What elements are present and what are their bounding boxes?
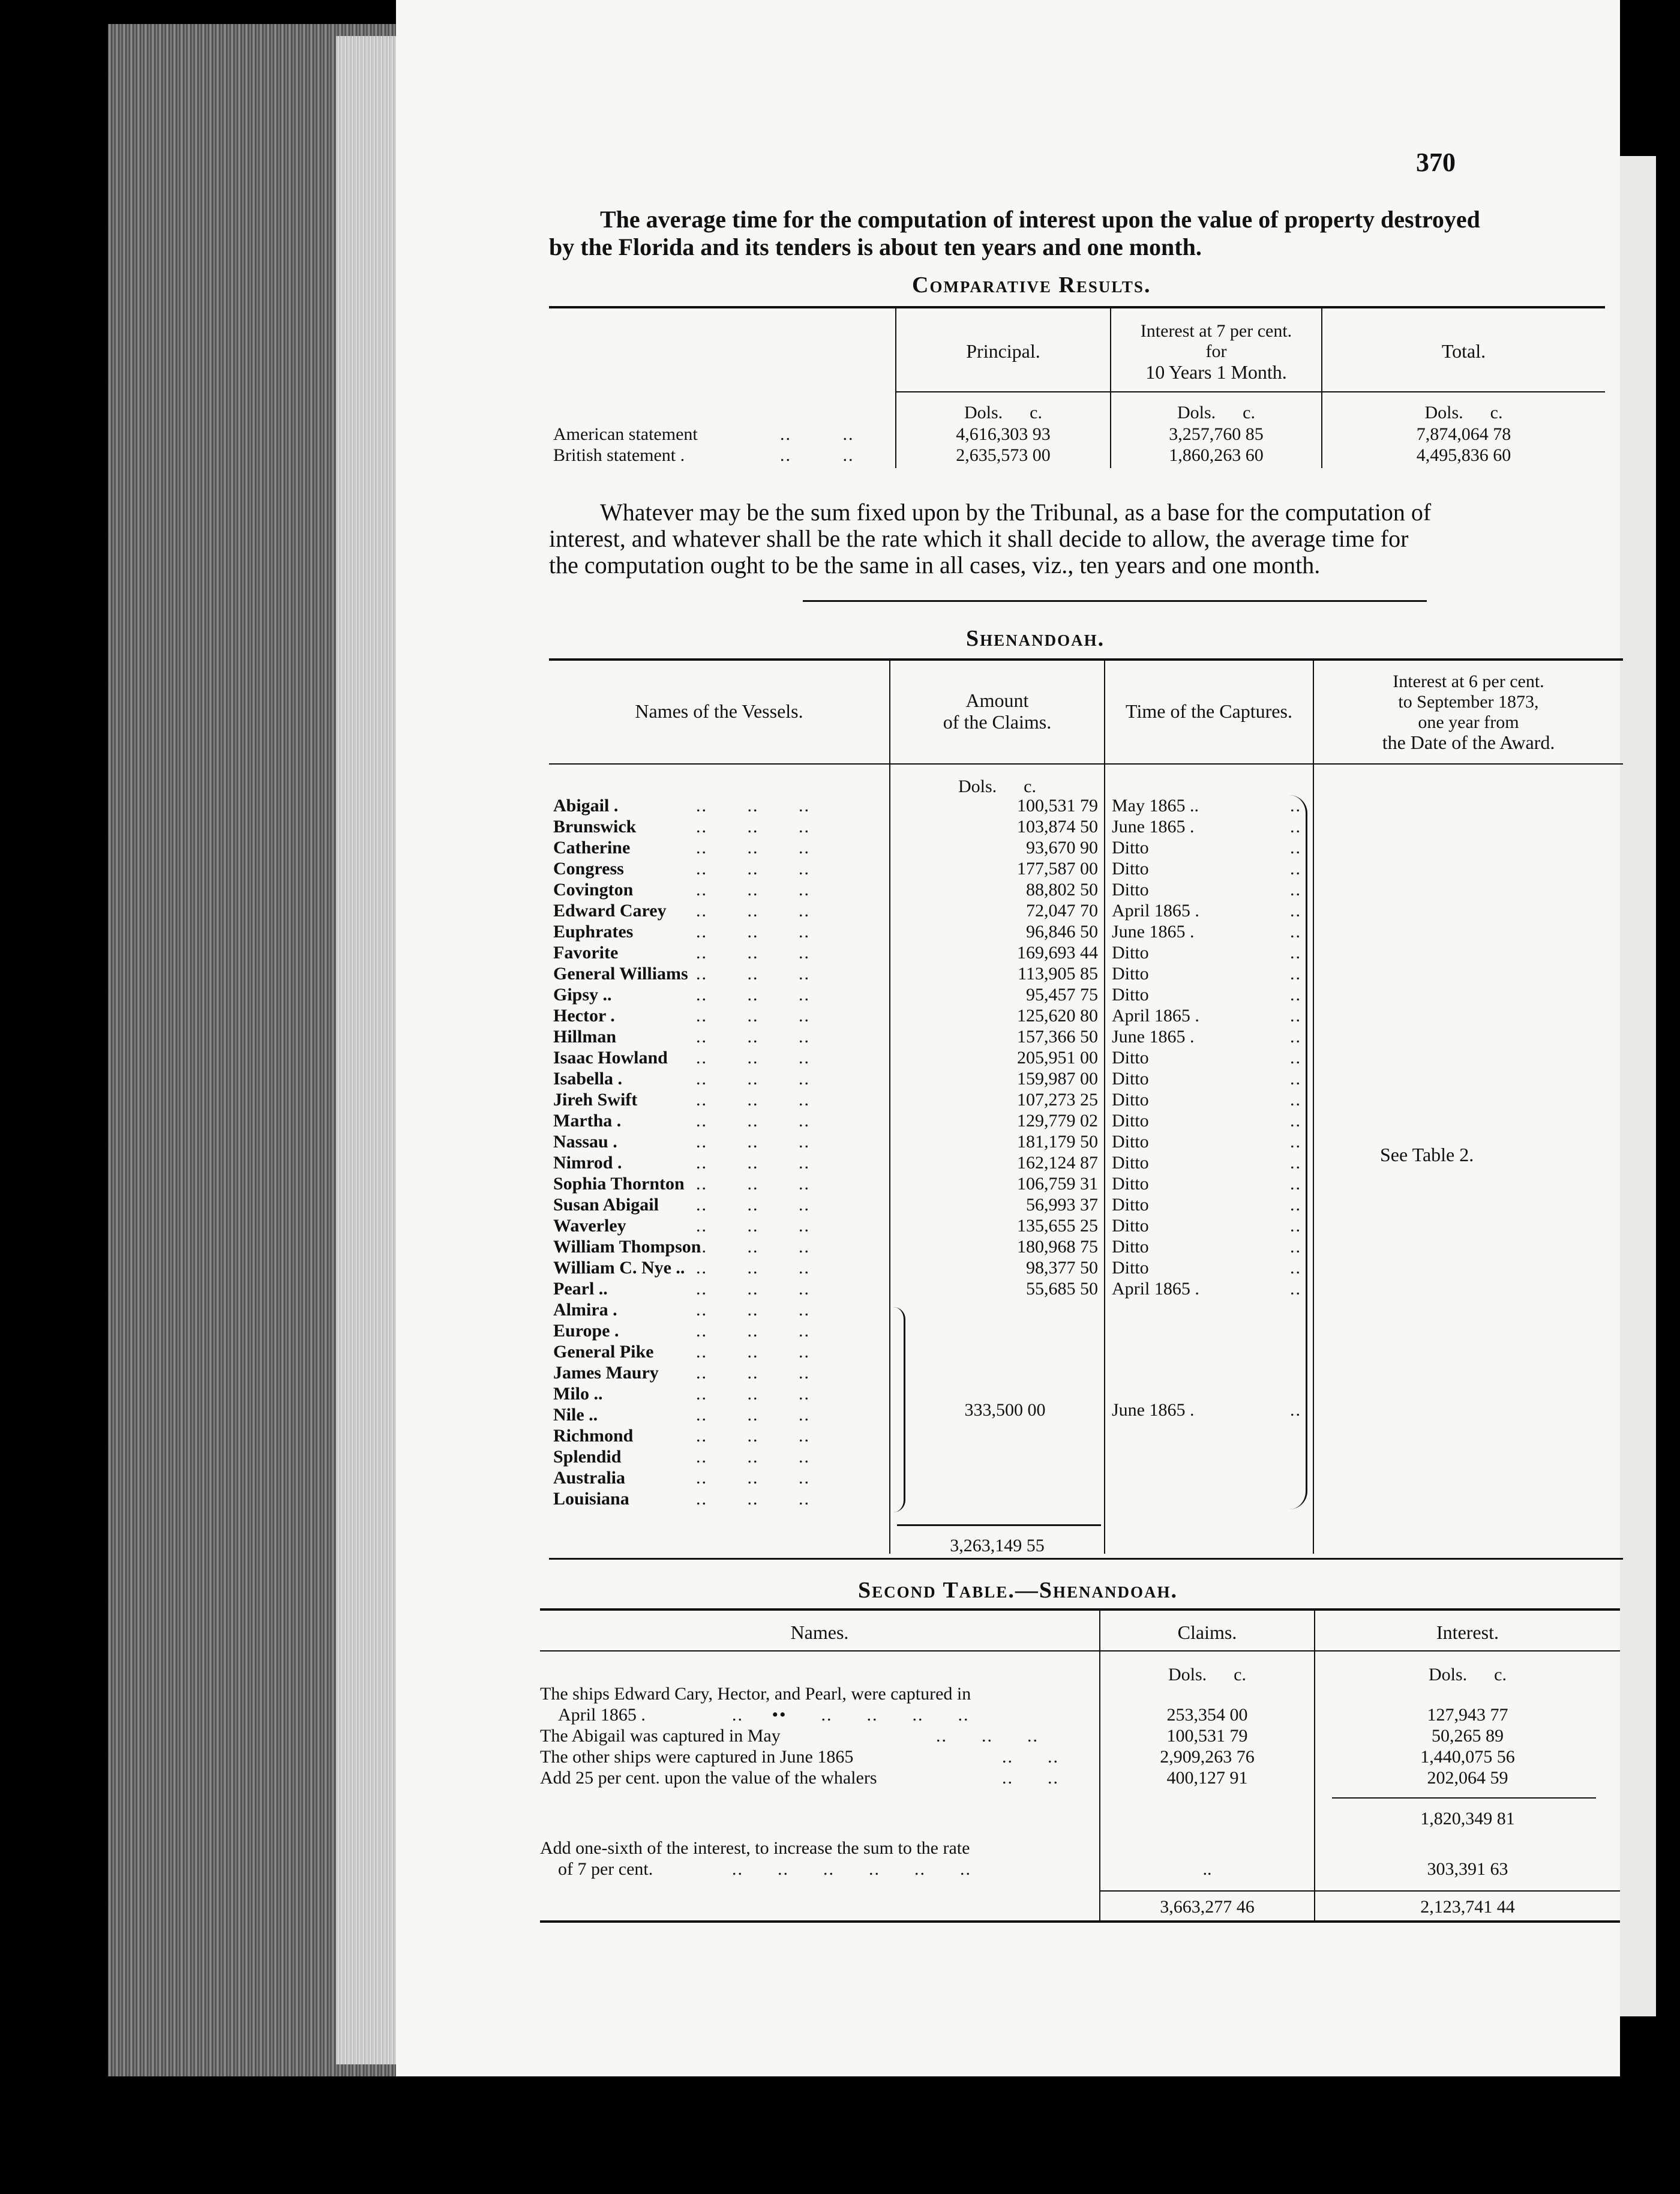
amount-sum-rule [897, 1524, 1101, 1526]
vessel-name: Waverley [553, 1216, 626, 1236]
amount-header-1: Amount [965, 690, 1029, 711]
interest-subtotal-rule [1332, 1797, 1596, 1799]
leader-dots: .. .. [1002, 1747, 1059, 1767]
vessel-amount: 177,587 00 [1017, 859, 1098, 879]
second-row-text: The other ships were captured in June 1865 [540, 1747, 854, 1767]
vessel-capture-time: Ditto [1112, 1195, 1149, 1215]
comparative-total: 7,874,064 78 [1416, 424, 1511, 444]
claims-header: Claims. [1177, 1621, 1237, 1643]
leader-dots: .. .. .. [696, 1363, 810, 1383]
vessel-name: Richmond [553, 1426, 634, 1446]
leader-dots: .. [1290, 1237, 1301, 1257]
leader-dots: .. .. .. [696, 1069, 810, 1089]
second-row-claims: 100,531 79 [1166, 1726, 1248, 1746]
total-header: Total. [1441, 340, 1486, 362]
vessel-name: Favorite [553, 943, 619, 963]
leader-dots: .. [1290, 1400, 1301, 1420]
second-table-bottom-rule [540, 1920, 1620, 1923]
vessel-capture-time: Ditto [1112, 1216, 1149, 1236]
vessel-name: James Maury [553, 1363, 659, 1383]
vessel-name: Nassau . [553, 1132, 617, 1152]
group-time: June 1865 . [1112, 1400, 1195, 1420]
vessel-name: Hector . [553, 1006, 615, 1026]
leader-dots: .. [1290, 901, 1301, 921]
amount-units: Dols. c. [958, 777, 1036, 796]
vessel-amount: 159,987 00 [1017, 1069, 1098, 1089]
vessel-name: William Thompson [553, 1237, 701, 1257]
leader-dots: .. .. [780, 424, 854, 444]
second-row-interest: 1,440,075 56 [1420, 1747, 1515, 1767]
vessel-capture-time: Ditto [1112, 1111, 1149, 1131]
amount-header-2: of the Claims. [943, 711, 1052, 733]
leader-dots: .. .. .. [936, 1726, 1039, 1746]
vessel-capture-time: Ditto [1112, 985, 1149, 1005]
vessel-name: William C. Nye .. [553, 1258, 685, 1278]
vessel-capture-time: Ditto [1112, 838, 1149, 858]
sixth-interest: 303,391 63 [1427, 1859, 1508, 1879]
vessel-capture-time: Ditto [1112, 1069, 1149, 1089]
vessel-capture-time: Ditto [1112, 859, 1149, 879]
page-number: 370 [1416, 148, 1456, 177]
intro-line-2: by the Florida and its tenders is about ten years and one month. [549, 233, 1202, 260]
leader-dots: .. .. .. [696, 1174, 810, 1194]
leader-dots: .. [1290, 1069, 1301, 1089]
leader-dots: .. .. .. [696, 859, 810, 879]
comparative-interest: 1,860,263 60 [1169, 445, 1264, 465]
second-row-text: Add 25 per cent. upon the value of the whalers [540, 1768, 877, 1788]
vessel-amount: 181,179 50 [1017, 1132, 1098, 1152]
leader-dots: .. .. .. [696, 1426, 810, 1446]
total-units: Dols. c. [1424, 403, 1503, 422]
leader-dots: .. .. .. [696, 1132, 810, 1152]
leader-dots: .. .. .. .. .. .. [732, 1859, 971, 1879]
group-amount: 333,500 00 [964, 1400, 1046, 1420]
interest6-header-2: to September 1873, [1398, 692, 1539, 712]
vessel-capture-time: Ditto [1112, 1237, 1149, 1257]
vessel-name: Catherine [553, 838, 631, 858]
facing-page-edge [1620, 156, 1656, 2016]
shenandoah-title: Shenandoah. [966, 626, 1105, 651]
leader-dots: .. .. .. [696, 796, 810, 816]
leader-dots: .. .. .. [696, 1027, 810, 1047]
leader-dots: .. .. .. [696, 1300, 810, 1320]
comparative-row-label: American statement [553, 424, 698, 444]
leader-dots: .. •• .. .. .. .. [732, 1705, 970, 1725]
second-row-interest: 50,265 89 [1432, 1726, 1504, 1746]
shenandoah-divider-2 [1104, 660, 1105, 1554]
interest6-header-3: one year from [1418, 712, 1519, 732]
vessel-amount: 106,759 31 [1017, 1174, 1098, 1194]
leader-dots: .. .. [780, 445, 854, 465]
leader-dots: .. .. .. [696, 1153, 810, 1173]
vessel-capture-time: Ditto [1112, 1132, 1149, 1152]
vessel-capture-time: Ditto [1112, 1258, 1149, 1278]
claims-units: Dols. c. [1168, 1665, 1246, 1685]
vessel-amount: 157,366 50 [1017, 1027, 1098, 1047]
vessel-name: Milo .. [553, 1384, 603, 1404]
leader-dots: .. .. .. [696, 1258, 810, 1278]
principal-units: Dols. c. [964, 403, 1042, 422]
second-row-text-cont: April 1865 . [558, 1705, 646, 1725]
section-separator [803, 600, 1427, 602]
para2-line-3: the computation ought to be the same in all cases, viz., ten years and one month. [549, 552, 1321, 579]
second-table-top-rule [540, 1608, 1620, 1611]
leader-dots: .. [1290, 1090, 1301, 1110]
vessel-amount: 205,951 00 [1017, 1048, 1098, 1068]
leader-dots: .. [1290, 796, 1301, 816]
vessel-amount: 113,905 85 [1018, 964, 1098, 984]
vessel-name: Australia [553, 1468, 625, 1488]
vessel-capture-time: April 1865 . [1112, 901, 1199, 921]
total-claims: 3,663,277 46 [1160, 1897, 1255, 1917]
vessel-capture-time: Ditto [1112, 943, 1149, 963]
vessel-amount: 180,968 75 [1017, 1237, 1098, 1257]
vessel-amount: 125,620 80 [1017, 1006, 1098, 1026]
interest6-header-1: Interest at 6 per cent. [1393, 672, 1544, 691]
second-row-interest: 202,064 59 [1427, 1768, 1508, 1788]
leader-dots: .. [1290, 985, 1301, 1005]
interest-units: Dols. c. [1177, 403, 1255, 422]
leader-dots: .. .. [1002, 1768, 1059, 1788]
leader-dots: .. [1290, 880, 1301, 900]
vessel-capture-time: June 1865 . [1112, 1027, 1195, 1047]
vessel-name: Louisiana [553, 1489, 629, 1509]
leader-dots: .. .. .. [696, 985, 810, 1005]
shenandoah-divider-3 [1313, 660, 1314, 1554]
intro-line-1: The average time for the computation of interest upon the value of property destroyed [600, 206, 1480, 233]
vessel-amount: 169,693 44 [1017, 943, 1098, 963]
shenandoah-top-rule [549, 658, 1623, 661]
leader-dots: .. .. .. [696, 1090, 810, 1110]
leader-dots: .. .. .. [696, 1342, 810, 1362]
leader-dots: .. .. .. [696, 838, 810, 858]
vessel-name: Jireh Swift [553, 1090, 638, 1110]
comparative-header-rule [895, 391, 1605, 392]
para2-line-2: interest, and whatever shall be the rate which it shall decide to allow, the average time for [549, 525, 1409, 552]
comparative-title: Comparative Results. [912, 272, 1151, 298]
second-row-claims: 2,909,263 76 [1160, 1747, 1255, 1767]
leader-dots: .. .. .. [696, 1489, 810, 1509]
leader-dots: .. [1290, 859, 1301, 879]
vessel-name: General Williams [553, 964, 688, 984]
vessel-name: Nimrod . [553, 1153, 622, 1173]
vessel-name: Edward Carey [553, 901, 667, 921]
leader-dots: .. [1290, 1195, 1301, 1215]
shenandoah-header-rule [549, 763, 1623, 765]
group-bracket [890, 1307, 905, 1512]
comparative-top-rule [549, 306, 1605, 308]
principal-header: Principal. [966, 340, 1040, 362]
time-header: Time of the Captures. [1126, 700, 1292, 722]
second-row-claims: 253,354 00 [1166, 1705, 1248, 1725]
sixth-claims: .. [1202, 1859, 1212, 1879]
leader-dots: .. .. .. [696, 1048, 810, 1068]
vessel-capture-time: May 1865 .. [1112, 796, 1199, 816]
vessel-capture-time: Ditto [1112, 1153, 1149, 1173]
vessel-name: Almira . [553, 1300, 617, 1320]
leader-dots: .. .. .. [696, 1216, 810, 1236]
leader-dots: .. .. .. [696, 1195, 810, 1215]
vessel-capture-time: April 1865 . [1112, 1279, 1199, 1299]
leader-dots: .. [1290, 943, 1301, 963]
vessel-name: Euphrates [553, 922, 634, 942]
second-row-claims: 400,127 91 [1166, 1768, 1248, 1788]
names-header: Names. [790, 1621, 849, 1643]
interest-header: Interest. [1436, 1621, 1499, 1643]
leader-dots: .. .. .. [696, 901, 810, 921]
vessel-name: Pearl .. [553, 1279, 608, 1299]
second-row-text: The Abigail was captured in May [540, 1726, 781, 1746]
vessel-amount: 96,846 50 [1026, 922, 1098, 942]
vessel-amount: 100,531 79 [1017, 796, 1098, 816]
leader-dots: .. .. .. [696, 1405, 810, 1425]
shenandoah-total: 3,263,149 55 [950, 1536, 1045, 1555]
vessel-name: Congress [553, 859, 624, 879]
shenandoah-bottom-rule [549, 1558, 1623, 1560]
interest-units: Dols. c. [1429, 1665, 1507, 1685]
leader-dots: .. [1290, 1132, 1301, 1152]
leader-dots: .. .. .. [696, 1447, 810, 1467]
vessel-name: Covington [553, 880, 634, 900]
vessel-name: Gipsy .. [553, 985, 612, 1005]
vessel-amount: 93,670 90 [1026, 838, 1098, 858]
leader-dots: .. .. .. [696, 1468, 810, 1488]
vessel-amount: 55,685 50 [1026, 1279, 1098, 1299]
see-table-note: See Table 2. [1380, 1144, 1474, 1165]
leader-dots: .. [1290, 1216, 1301, 1236]
second-header-rule [540, 1650, 1620, 1652]
vessel-name: Isaac Howland [553, 1048, 668, 1068]
vessel-names-header: Names of the Vessels. [635, 700, 803, 722]
vessel-amount: 88,802 50 [1026, 880, 1098, 900]
leader-dots: .. [1290, 1279, 1301, 1299]
leader-dots: .. .. .. [696, 1384, 810, 1404]
leader-dots: .. [1290, 922, 1301, 942]
vessel-amount: 107,273 25 [1017, 1090, 1098, 1110]
vessel-amount: 129,779 02 [1017, 1111, 1098, 1131]
second-row-interest: 127,943 77 [1427, 1705, 1508, 1725]
leader-dots: .. .. .. [696, 817, 810, 837]
leader-dots: .. .. .. [696, 943, 810, 963]
second-table-title: Second Table.—Shenandoah. [858, 1578, 1178, 1603]
leader-dots: .. .. .. [696, 1006, 810, 1026]
vessel-capture-time: Ditto [1112, 1048, 1149, 1068]
vessel-name: Sophia Thornton [553, 1174, 685, 1194]
total-rule [1099, 1890, 1620, 1892]
leader-dots: .. .. .. [696, 1111, 810, 1131]
leader-dots: .. .. .. [696, 1321, 810, 1341]
vessel-name: Splendid [553, 1447, 622, 1467]
vessel-name: Isabella . [553, 1069, 623, 1089]
vessel-amount: 98,377 50 [1026, 1258, 1098, 1278]
interest-header-3: 10 Years 1 Month. [1145, 361, 1287, 383]
vessel-capture-time: Ditto [1112, 1174, 1149, 1194]
vessel-name: Abigail . [553, 796, 619, 816]
vessel-capture-time: Ditto [1112, 964, 1149, 984]
vessel-name: General Pike [553, 1342, 654, 1362]
vessel-name: Europe . [553, 1321, 619, 1341]
vessel-capture-time: April 1865 . [1112, 1006, 1199, 1026]
interest6-header-4: the Date of the Award. [1382, 732, 1555, 753]
leader-dots: .. [1290, 1174, 1301, 1194]
leader-dots: .. [1290, 1111, 1301, 1131]
leader-dots: .. .. .. [696, 880, 810, 900]
vessel-amount: 103,874 50 [1017, 817, 1098, 837]
leader-dots: .. [1290, 817, 1301, 837]
leader-dots: .. [1290, 1006, 1301, 1026]
interest-subtotal: 1,820,349 81 [1420, 1809, 1515, 1829]
leader-dots: .. [1290, 964, 1301, 984]
comparative-row-label: British statement . [553, 445, 685, 465]
vessel-capture-time: June 1865 . [1112, 922, 1195, 942]
vessel-capture-time: Ditto [1112, 880, 1149, 900]
interest-header-2: for [1205, 341, 1227, 361]
leader-dots: .. .. .. [696, 1237, 810, 1257]
leader-dots: .. [1290, 1027, 1301, 1047]
leader-dots: .. [1290, 1048, 1301, 1068]
document-page [396, 0, 1620, 2076]
vessel-amount: 95,457 75 [1026, 985, 1098, 1005]
para2-line-1: Whatever may be the sum fixed upon by the Tribunal, as a base for the computation of [600, 499, 1432, 526]
vessel-amount: 162,124 87 [1017, 1153, 1098, 1173]
interest-header-1: Interest at 7 per cent. [1140, 321, 1292, 341]
vessel-capture-time: Ditto [1112, 1090, 1149, 1110]
leader-dots: .. .. .. [696, 922, 810, 942]
vessel-name: Nile .. [553, 1405, 598, 1425]
vessel-amount: 72,047 70 [1026, 901, 1098, 921]
sixth-line-2: of 7 per cent. [558, 1859, 653, 1879]
total-interest: 2,123,741 44 [1420, 1897, 1515, 1917]
sixth-line-1: Add one-sixth of the interest, to increase the sum to the rate [540, 1838, 970, 1858]
vessel-name: Martha . [553, 1111, 622, 1131]
comparative-interest: 3,257,760 85 [1169, 424, 1264, 444]
leader-dots: .. [1290, 1153, 1301, 1173]
vessel-capture-time: June 1865 . [1112, 817, 1195, 837]
comparative-total: 4,495,836 60 [1416, 445, 1511, 465]
comparative-principal: 2,635,573 00 [956, 445, 1051, 465]
leader-dots: .. [1290, 838, 1301, 858]
second-row-text: The ships Edward Cary, Hector, and Pearl, were captured in [540, 1684, 971, 1704]
leader-dots: .. .. .. [696, 964, 810, 984]
vessel-name: Hillman [553, 1027, 617, 1047]
vessel-name: Brunswick [553, 817, 637, 837]
vessel-amount: 56,993 37 [1026, 1195, 1098, 1215]
vessel-name: Susan Abigail [553, 1195, 659, 1215]
comparative-principal: 4,616,303 93 [956, 424, 1051, 444]
vessel-amount: 135,655 25 [1017, 1216, 1098, 1236]
leader-dots: .. .. .. [696, 1279, 810, 1299]
leader-dots: .. [1290, 1258, 1301, 1278]
